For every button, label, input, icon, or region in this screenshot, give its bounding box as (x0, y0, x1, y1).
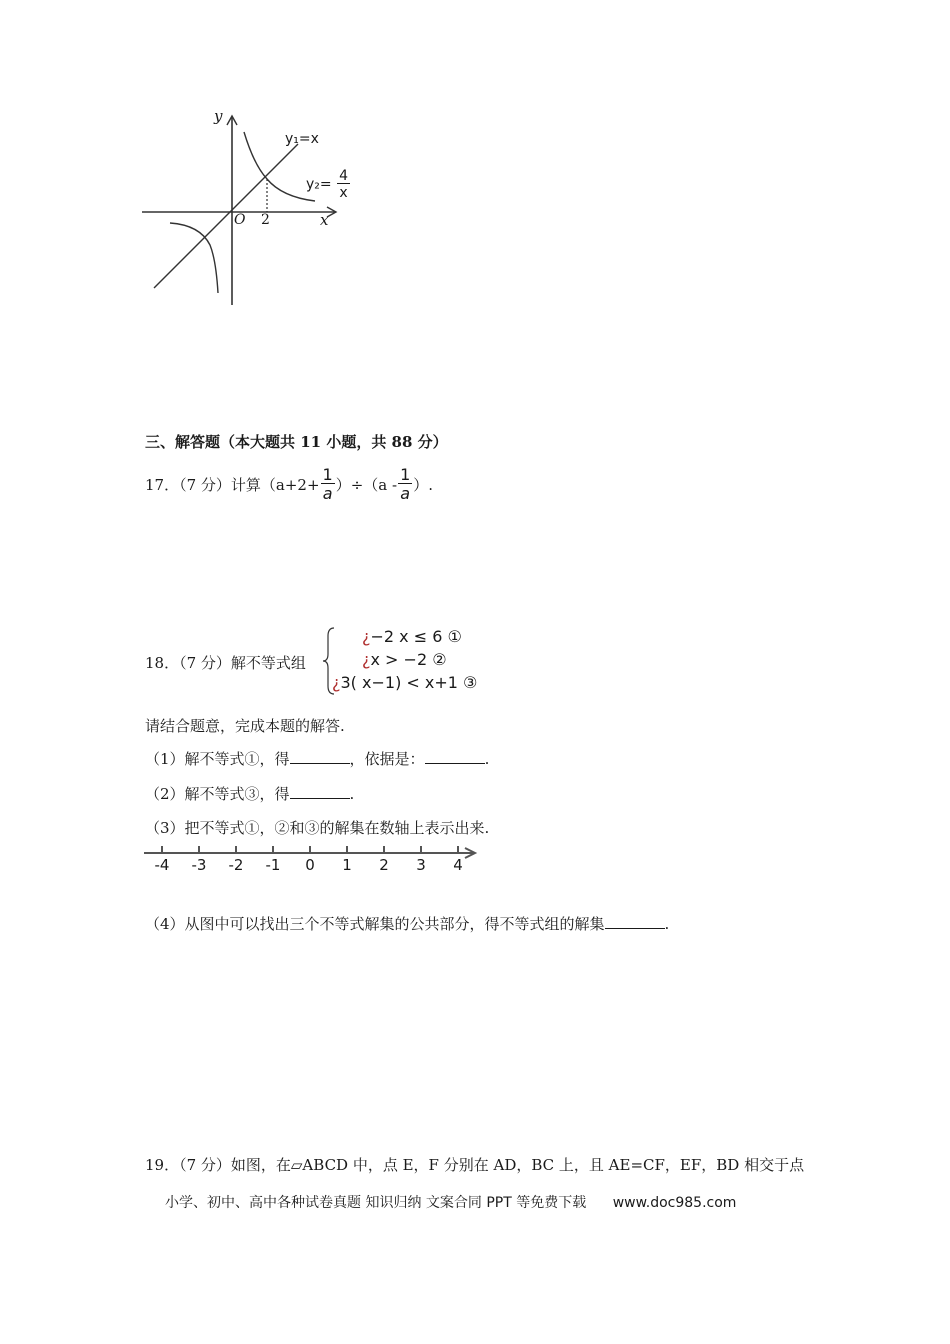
function-graph (130, 105, 360, 315)
q18-part-2 (145, 783, 354, 804)
q17-frac1-num: 1 (322, 465, 333, 484)
q18-part1-c: . (484, 750, 490, 768)
system-mark-2: ¿ (362, 650, 371, 669)
number-line-tick-label: 1 (342, 856, 352, 874)
q17-prefix: 17．（7 分）计算（a+2+ (145, 476, 320, 494)
answer-blank-2[interactable] (425, 749, 485, 764)
q17-frac2-den: a (398, 483, 412, 502)
y-axis-label: y (214, 107, 223, 125)
page-footer (165, 1192, 736, 1212)
answer-blank-4[interactable] (605, 914, 665, 929)
line-y1 (154, 144, 298, 288)
hyperbola-branch-q3 (170, 223, 218, 293)
number-line-tick-label: 0 (305, 856, 315, 874)
curve-label-num: 4 (339, 168, 349, 184)
system-mark-3: ¿ (332, 673, 341, 692)
q17-fraction-2 (398, 467, 412, 502)
number-line-ticks (162, 846, 458, 853)
number-line-tick-label: -1 (265, 856, 281, 874)
q17-suffix: ）. (413, 476, 434, 494)
answer-blank-3[interactable] (290, 784, 350, 799)
curve-label-fraction (337, 169, 350, 200)
curve-label-prefix: y₂= (306, 176, 332, 193)
q18-part4-b: . (664, 915, 670, 933)
q18-part-4 (145, 913, 669, 934)
curve-label (306, 169, 351, 200)
system-mark-1: ¿ (362, 627, 371, 646)
number-line-tick-label: 4 (453, 856, 463, 874)
q18-instruction: 请结合题意，完成本题的解答. (145, 717, 345, 735)
question-17 (145, 467, 433, 502)
x-axis-label: x (320, 211, 329, 229)
q18-part4-a: （4）从图中可以找出三个不等式解集的公共部分，得不等式组的解集 (145, 915, 605, 933)
system-line-1-text: −2 x ≤ 6 ① (370, 627, 462, 646)
number-line-tick-label: 2 (379, 856, 389, 874)
q17-fraction-1 (321, 467, 335, 502)
q18-stem: 18．（7 分）解不等式组 (145, 654, 306, 672)
number-line (140, 842, 485, 882)
q18-part2-a: （2）解不等式③，得 (145, 785, 290, 803)
question-19: 19．（7 分）如图，在▱ABCD 中，点 E，F 分别在 AD，BC 上，且 AE=CF，EF，BD 相交于点 (145, 1156, 805, 1174)
q18-part2-b: . (349, 785, 355, 803)
system-line-3-text: 3( x−1) < x+1 ③ (340, 673, 478, 692)
number-line-tick-label: -4 (154, 856, 170, 874)
system-line-1 (362, 626, 462, 648)
q17-frac1-den: a (321, 483, 335, 502)
q18-part-1 (145, 748, 489, 769)
number-line-tick-label: 3 (416, 856, 426, 874)
system-line-2 (362, 649, 447, 671)
q18-part1-b: ，依据是： (349, 750, 425, 768)
curve-label-den: x (337, 183, 350, 200)
graph-svg (130, 105, 360, 315)
number-line-tick-label: -3 (191, 856, 207, 874)
q17-middle: ）÷（a - (335, 476, 398, 494)
section-heading: 三、解答题（本大题共 11 小题，共 88 分） (145, 433, 448, 451)
q18-part-3: （3）把不等式①，②和③的解集在数轴上表示出来. (145, 819, 490, 837)
number-line-tick-label: -2 (228, 856, 244, 874)
system-line-3 (332, 672, 477, 694)
line-label: y₁=x (285, 131, 319, 147)
footer-text: 小学、初中、高中各种试卷真题 知识归纳 文案合同 PPT 等免费下载 (165, 1195, 587, 1211)
footer-url[interactable]: www.doc985.com (612, 1195, 737, 1211)
q17-frac2-num: 1 (400, 465, 411, 484)
answer-blank-1[interactable] (290, 749, 350, 764)
q18-part1-a: （1）解不等式①，得 (145, 750, 290, 768)
system-line-2-text: x > −2 ② (370, 650, 447, 669)
origin-label: O (234, 212, 246, 228)
tick-label-2: 2 (261, 212, 270, 228)
inequality-system (322, 626, 502, 696)
